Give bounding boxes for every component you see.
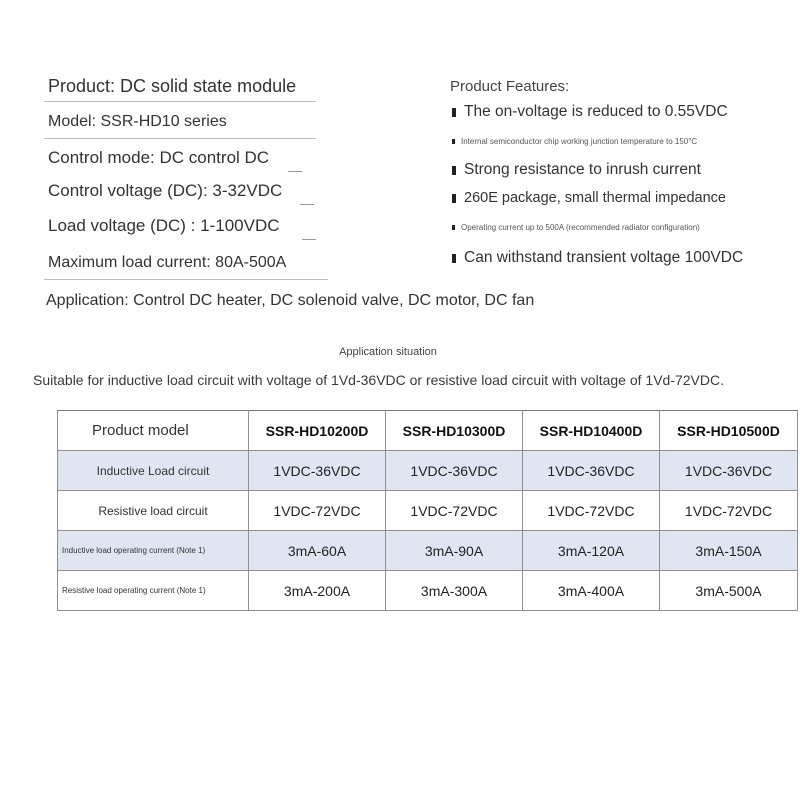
feature-text: Internal semiconductor chip working junction temperature to 150°C — [461, 137, 698, 146]
table-cell: 3mA-400A — [523, 571, 660, 611]
feature-text: Strong resistance to inrush current — [464, 161, 701, 178]
table-header-label: Product model — [58, 411, 249, 451]
divider — [44, 138, 316, 139]
spec-control-mode: Control mode: DC control DC — [48, 148, 270, 167]
table-cell: 1VDC-72VDC — [249, 491, 386, 531]
table-row-label: Resistive load operating current (Note 1) — [58, 571, 249, 611]
table-cell: 3mA-90A — [386, 531, 523, 571]
table-cell: 1VDC-72VDC — [523, 491, 660, 531]
table-row — [58, 531, 798, 571]
spec-product: Product: DC solid state module — [48, 76, 297, 96]
table-header-row — [58, 411, 798, 451]
table-header-model: SSR-HD10200D — [249, 411, 386, 451]
table-header-model: SSR-HD10400D — [523, 411, 660, 451]
table-header-model: SSR-HD10300D — [386, 411, 523, 451]
feature-item — [452, 249, 743, 267]
table-row-label: Resistive load circuit — [58, 491, 249, 531]
divider — [44, 101, 316, 102]
feature-item — [452, 137, 697, 146]
table-cell: 3mA-300A — [386, 571, 523, 611]
feature-text: 260E package, small thermal impedance — [464, 190, 726, 206]
table-cell: 1VDC-72VDC — [660, 491, 798, 531]
spec-table — [57, 410, 798, 611]
divider — [302, 239, 316, 240]
bullet-icon — [452, 225, 455, 230]
bullet-icon — [452, 108, 456, 117]
table-cell: 1VDC-36VDC — [386, 451, 523, 491]
feature-item — [452, 103, 728, 121]
table-header-model: SSR-HD10500D — [660, 411, 798, 451]
feature-text: Operating current up to 500A (recommended radiator configuration) — [461, 223, 700, 232]
table-row — [58, 451, 798, 491]
bullet-icon — [452, 139, 455, 144]
situation-text: Suitable for inductive load circuit with voltage of 1Vd-36VDC or resistive load circuit with voltage of 1Vd-72VDC. — [33, 372, 724, 388]
spec-model: Model: SSR-HD10 series — [48, 113, 227, 130]
feature-item — [452, 223, 700, 232]
feature-text: The on-voltage is reduced to 0.55VDC — [464, 103, 728, 120]
divider — [300, 204, 314, 205]
table-cell: 1VDC-36VDC — [523, 451, 660, 491]
table-cell: 3mA-150A — [660, 531, 798, 571]
situation-title: Application situation — [339, 346, 437, 358]
table-cell: 1VDC-36VDC — [249, 451, 386, 491]
table-cell: 3mA-500A — [660, 571, 798, 611]
feature-item — [452, 190, 726, 206]
bullet-icon — [452, 194, 456, 203]
spec-control-voltage: Control voltage (DC): 3-32VDC — [48, 181, 283, 200]
spec-max-current: Maximum load current: 80A-500A — [48, 254, 287, 271]
table-cell: 1VDC-72VDC — [386, 491, 523, 531]
table-cell: 3mA-60A — [249, 531, 386, 571]
table-row-label: Inductive Load circuit — [58, 451, 249, 491]
feature-text: Can withstand transient voltage 100VDC — [464, 249, 744, 266]
table-row-label: Inductive load operating current (Note 1) — [58, 531, 249, 571]
spec-load-voltage: Load voltage (DC) : 1-100VDC — [48, 216, 280, 235]
features-title: Product Features: — [450, 78, 570, 95]
application-text: Application: Control DC heater, DC solenoid valve, DC motor, DC fan — [46, 292, 535, 309]
bullet-icon — [452, 254, 456, 263]
bullet-icon — [452, 166, 456, 175]
divider — [44, 279, 328, 280]
table-cell: 1VDC-36VDC — [660, 451, 798, 491]
table-cell: 3mA-120A — [523, 531, 660, 571]
table-row — [58, 491, 798, 531]
table-cell: 3mA-200A — [249, 571, 386, 611]
divider — [288, 171, 302, 172]
feature-item — [452, 161, 701, 179]
table-row — [58, 571, 798, 611]
